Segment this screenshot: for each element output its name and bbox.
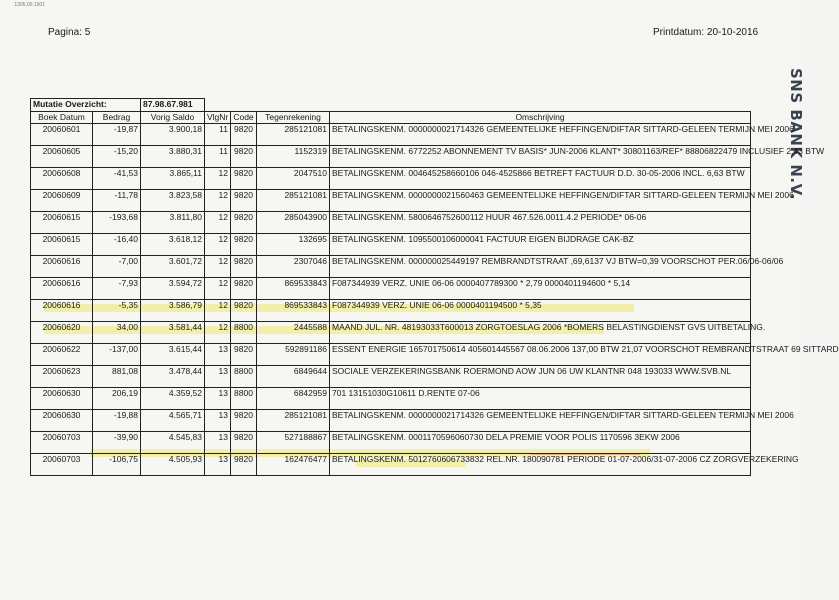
cell-omschrijving: F087344939 VERZ. UNIE 06-06 0000401194500 * 5,35	[330, 300, 751, 322]
cell-datum: 20060615	[31, 212, 93, 234]
table-row	[31, 410, 751, 432]
page-code: .1305.00.1501	[13, 2, 45, 8]
cell-vlgnr: 13	[205, 366, 231, 388]
cell-tegen: 6849644	[257, 366, 330, 388]
cell-saldo: 3.586,79	[141, 300, 205, 322]
cell-vlgnr: 12	[205, 168, 231, 190]
col-tegenrekening: Tegenrekening	[257, 112, 330, 124]
cell-bedrag: -137,00	[93, 344, 141, 366]
cell-vlgnr: 12	[205, 190, 231, 212]
cell-bedrag: -39,90	[93, 432, 141, 454]
cell-saldo: 4.359,52	[141, 388, 205, 410]
cell-datum: 20060630	[31, 388, 93, 410]
col-boek-datum: Boek Datum	[31, 112, 93, 124]
cell-saldo: 4.565,71	[141, 410, 205, 432]
cell-bedrag: -7,93	[93, 278, 141, 300]
cell-code: 9820	[231, 278, 257, 300]
cell-bedrag: -11,78	[93, 190, 141, 212]
cell-vlgnr: 12	[205, 212, 231, 234]
cell-bedrag: -7,00	[93, 256, 141, 278]
table-row	[31, 190, 751, 212]
cell-code: 8800	[231, 366, 257, 388]
cell-vlgnr: 12	[205, 256, 231, 278]
table-row	[31, 454, 751, 476]
cell-bedrag: -16,40	[93, 234, 141, 256]
cell-bedrag: -15,20	[93, 146, 141, 168]
cell-tegen: 285121081	[257, 410, 330, 432]
cell-omschrijving: BETALINGSKENM. 0000000021714326 GEMEENTELIJKE HEFFINGEN/DIFTAR SITTARD-GELEEN TERMIJN MEI 2006	[330, 410, 751, 432]
cell-saldo: 3.865,11	[141, 168, 205, 190]
cell-bedrag: -19,88	[93, 410, 141, 432]
cell-omschrijving: MAAND JUL. NR. 48193033T600013 ZORGTOESLAG 2006 *BOMERS BELASTINGDIENST GVS UITBETALING.	[330, 322, 751, 344]
table-row	[31, 212, 751, 234]
cell-tegen: 869533843	[257, 300, 330, 322]
cell-datum: 20060620	[31, 322, 93, 344]
cell-code: 9820	[231, 124, 257, 146]
cell-omschrijving: BETALINGSKENM. 6772252 ABONNEMENT TV BASIS* JUN-2006 KLANT* 30801163/REF* 88806822479 INCLUSIEF 2,43 BTW	[330, 146, 751, 168]
summary-label: Mutatie Overzicht:	[31, 99, 141, 112]
cell-saldo: 3.594,72	[141, 278, 205, 300]
cell-omschrijving: BETALINGSKENM. 0000000021560463 GEMEENTELIJKE HEFFINGEN/DIFTAR SITTARD-GELEEN TERMIJN MEI 2006	[330, 190, 751, 212]
cell-saldo: 4.545,83	[141, 432, 205, 454]
cell-saldo: 3.478,44	[141, 366, 205, 388]
cell-omschrijving: ESSENT ENERGIE 165701750614 405601445567 08.06.2006 137,00 BTW 21,07 VOORSCHOT REMBRANDTSTRAAT 69 SITTARD	[330, 344, 751, 366]
cell-vlgnr: 13	[205, 410, 231, 432]
cell-datum: 20060616	[31, 256, 93, 278]
cell-saldo: 3.581,44	[141, 322, 205, 344]
table-row	[31, 366, 751, 388]
cell-code: 9820	[231, 168, 257, 190]
cell-tegen: 2307046	[257, 256, 330, 278]
cell-code: 9820	[231, 212, 257, 234]
cell-omschrijving: F087344939 VERZ. UNIE 06-06 0000407789300 * 2,79 0000401194600 * 5,14	[330, 278, 751, 300]
cell-vlgnr: 13	[205, 388, 231, 410]
cell-tegen: 285121081	[257, 124, 330, 146]
cell-tegen: 285121081	[257, 190, 330, 212]
cell-omschrijving: BETALINGSKENM. 1095500106000041 FACTUUR EIGEN BIJDRAGE CAK-BZ	[330, 234, 751, 256]
cell-omschrijving: BETALINGSKENM. 0000000021714326 GEMEENTELIJKE HEFFINGEN/DIFTAR SITTARD-GELEEN TERMIJN MEI 2006	[330, 124, 751, 146]
cell-tegen: 132695	[257, 234, 330, 256]
summary-row	[31, 99, 751, 112]
cell-bedrag: -106,75	[93, 454, 141, 476]
bank-logo-text: SNS BANK N.V.	[787, 68, 805, 200]
cell-vlgnr: 13	[205, 344, 231, 366]
cell-datum: 20060622	[31, 344, 93, 366]
cell-datum: 20060615	[31, 234, 93, 256]
cell-code: 9820	[231, 344, 257, 366]
cell-tegen: 869533843	[257, 278, 330, 300]
cell-bedrag: 34,00	[93, 322, 141, 344]
cell-code: 9820	[231, 190, 257, 212]
table-row	[31, 278, 751, 300]
cell-datum: 20060630	[31, 410, 93, 432]
cell-code: 9820	[231, 256, 257, 278]
cell-tegen: 1152319	[257, 146, 330, 168]
table-row	[31, 432, 751, 454]
cell-vlgnr: 12	[205, 278, 231, 300]
col-bedrag: Bedrag	[93, 112, 141, 124]
cell-bedrag: 881,08	[93, 366, 141, 388]
cell-datum: 20060616	[31, 278, 93, 300]
table-row	[31, 344, 751, 366]
table-row	[31, 168, 751, 190]
table-row	[31, 234, 751, 256]
cell-omschrijving: BETALINGSKENM. 0001170596060730 DELA PREMIE VOOR POLIS 1170596 3EKW 2006	[330, 432, 751, 454]
table-row	[31, 146, 751, 168]
cell-code: 9820	[231, 300, 257, 322]
print-date: Printdatum: 20-10-2016	[653, 27, 759, 38]
cell-datum: 20060703	[31, 454, 93, 476]
cell-omschrijving: BETALINGSKENM. 004645258660106 046-4525866 BETREFT FACTUUR D.D. 30-05-2006 INCL. 6,63 BTW	[330, 168, 751, 190]
col-code: Code	[231, 112, 257, 124]
cell-saldo: 3.900,18	[141, 124, 205, 146]
cell-bedrag: -5,35	[93, 300, 141, 322]
cell-code: 8800	[231, 388, 257, 410]
cell-vlgnr: 12	[205, 300, 231, 322]
cell-omschrijving: SOCIALE VERZEKERINGSBANK ROERMOND AOW JUN 06 UW KLANTNR 048 193033 WWW.SVB.NL	[330, 366, 751, 388]
page-number: Pagina: 5	[48, 27, 91, 38]
cell-tegen: 2047510	[257, 168, 330, 190]
cell-datum: 20060608	[31, 168, 93, 190]
cell-vlgnr: 13	[205, 454, 231, 476]
cell-vlgnr: 13	[205, 432, 231, 454]
cell-code: 9820	[231, 146, 257, 168]
cell-saldo: 3.811,80	[141, 212, 205, 234]
cell-code: 9820	[231, 234, 257, 256]
column-header-row	[31, 112, 751, 124]
cell-saldo: 3.601,72	[141, 256, 205, 278]
cell-vlgnr: 12	[205, 234, 231, 256]
cell-datum: 20060703	[31, 432, 93, 454]
cell-tegen: 592891186	[257, 344, 330, 366]
cell-omschrijving: 701 13151030G10611 D.RENTE 07-06	[330, 388, 751, 410]
cell-code: 9820	[231, 432, 257, 454]
cell-bedrag: -193,68	[93, 212, 141, 234]
cell-code: 8800	[231, 322, 257, 344]
col-vlgnr: VlgNr	[205, 112, 231, 124]
table-row	[31, 256, 751, 278]
cell-datum: 20060601	[31, 124, 93, 146]
cell-code: 9820	[231, 454, 257, 476]
cell-saldo: 3.880,31	[141, 146, 205, 168]
cell-saldo: 3.823,58	[141, 190, 205, 212]
col-vorig-saldo: Vorig Saldo	[141, 112, 205, 124]
cell-datum: 20060609	[31, 190, 93, 212]
cell-tegen: 2445588	[257, 322, 330, 344]
cell-tegen: 285043900	[257, 212, 330, 234]
cell-omschrijving: BETALINGSKENM. 5012760606733832 REL.NR. 180090781 PERIODE 01-07-2006/31-07-2006 CZ ZORGVERZEKERING	[330, 454, 751, 476]
cell-omschrijving: BETALINGSKENM. 000000025449197 REMBRANDTSTRAAT ,69,6137 VJ BTW=0,39 VOORSCHOT PER.06/06-06/06	[330, 256, 751, 278]
table-row	[31, 388, 751, 410]
cell-code: 9820	[231, 410, 257, 432]
cell-bedrag: 206,19	[93, 388, 141, 410]
cell-saldo: 3.615,44	[141, 344, 205, 366]
cell-saldo: 3.618,12	[141, 234, 205, 256]
cell-tegen: 6842959	[257, 388, 330, 410]
cell-tegen: 162476477	[257, 454, 330, 476]
table-row	[31, 300, 751, 322]
col-omschrijving: Omschrijving	[330, 112, 751, 124]
cell-vlgnr: 11	[205, 124, 231, 146]
cell-tegen: 527188867	[257, 432, 330, 454]
cell-bedrag: -19,87	[93, 124, 141, 146]
account-number: 87.98.67.981	[141, 99, 205, 112]
cell-saldo: 4.505,93	[141, 454, 205, 476]
cell-bedrag: -41,53	[93, 168, 141, 190]
table-row	[31, 322, 751, 344]
cell-vlgnr: 11	[205, 146, 231, 168]
table-row	[31, 124, 751, 146]
cell-datum: 20060623	[31, 366, 93, 388]
cell-omschrijving: BETALINGSKENM. 5800646752600112 HUUR 467.526.0011.4.2 PERIODE* 06-06	[330, 212, 751, 234]
cell-datum: 20060616	[31, 300, 93, 322]
cell-vlgnr: 12	[205, 322, 231, 344]
cell-datum: 20060605	[31, 146, 93, 168]
